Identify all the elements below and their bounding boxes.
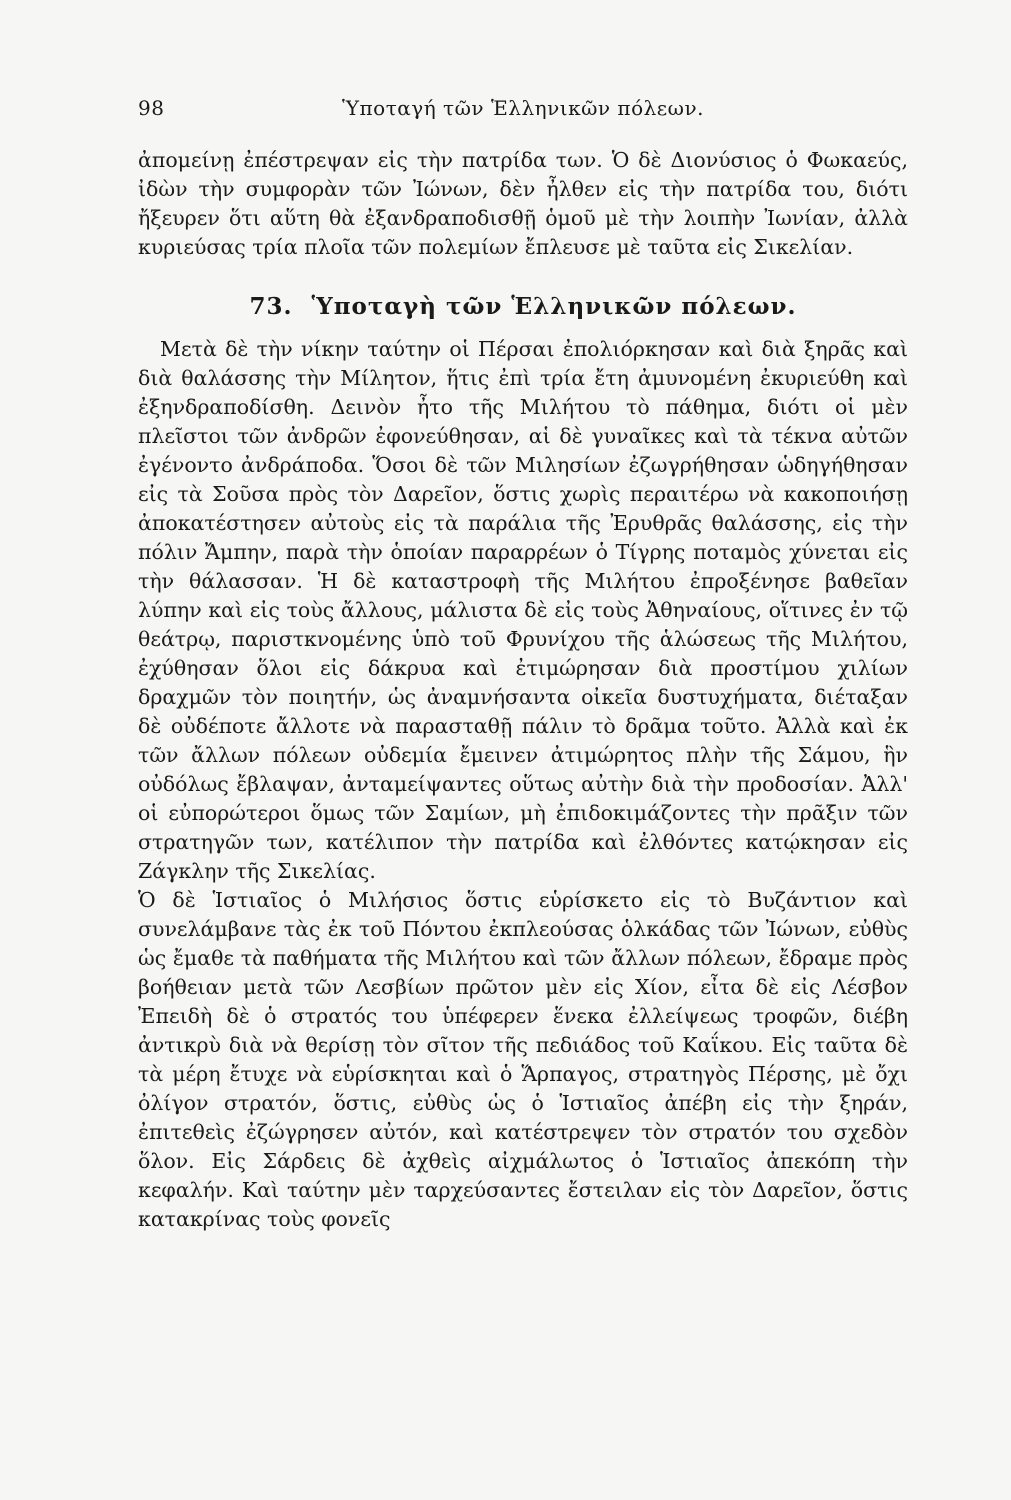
paragraph: Ὁ δὲ Ἱστιαῖος ὁ Μιλήσιος ὅστις εὑρίσκετο εἰς τὸ Βυζάντιον καὶ συνελάμβανε τὰς ἐκ τοῦ Πόντου ἐκπλεούσας ὁλκάδας τῶν Ἰώνων, εὐθὺς ὡς ἔμαθε τὰ παθήματα τῆς Μιλήτου καὶ τῶν ἄλλων πόλεων, ἔδραμε πρὸς βοήθειαν μετὰ τῶν Λεσβίων πρῶτον μὲν εἰς Χίον, εἶτα δὲ εἰς Λέσβον Ἐπειδὴ δὲ ὁ στρατός του ὑπέφερεν ἕνεκα ἐλλείψεως τροφῶν, διέβη ἀντικρὺ διὰ νὰ θερίσῃ τὸν σῖτον τῆς πεδιάδος τοῦ Καΐκου. Εἰς ταῦτα δὲ τὰ μέρη ἔτυχε νὰ εὑρίσκηται καὶ ὁ Ἅρπαγος, στρατηγὸς Πέρσης, μὲ ὄχι ὀλίγον στρατόν, ὅστις, εὐθὺς ὡς ὁ Ἱστιαῖος ἀπέβη εἰς τὴν ξηράν, ἐπιτεθεὶς ἐζώγρησεν αὐτόν, καὶ κατέστρεψεν τὸν στρατόν του σχεδὸν ὅλον. Εἰς Σάρδεις δὲ ἀχθεὶς αἰχμάλωτος ὁ Ἱστιαῖος ἀπεκόπη τὴν κεφαλήν. Καὶ ταύτην μὲν ταρχεύσαντες ἔστειλαν εἰς τὸν Δαρεῖον, ὅστις κατακρίνας τοὺς φονεῖς	[138, 888, 908, 1231]
section-number: 73.	[249, 293, 293, 320]
section-heading	[138, 292, 908, 321]
paragraph: Μετὰ δὲ τὴν νίκην ταύτην οἱ Πέρσαι ἐπολιόρκησαν καὶ διὰ ξηρᾶς καὶ διὰ θαλάσσης τὴν Μίλητον, ἥτις ἐπὶ τρία ἔτη ἀμυνομένη ἐκυριεύθη καὶ ἐξηνδραποδίσθη. Δεινὸν ἦτο τῆς Μιλήτου τὸ πάθημα, διότι οἱ μὲν πλεῖστοι τῶν ἀνδρῶν ἐφονεύθησαν, αἱ δὲ γυναῖκες καὶ τὰ τέκνα αὐτῶν ἐγένοντο ἀνδράποδα. Ὅσοι δὲ τῶν Μιλησίων ἐζωγρήθησαν ὡδηγήθησαν εἰς τὰ Σοῦσα πρὸς τὸν Δαρεῖον, ὅστις χωρὶς περαιτέρω νὰ κακοποιήσῃ ἀποκατέστησεν αὐτοὺς εἰς τὰ παράλια τῆς Ἐρυθρᾶς θαλάσσης, εἰς τὴν πόλιν Ἄμπην, παρὰ τὴν ὁποίαν παραρρέων ὁ Τίγρης ποταμὸς χύνεται εἰς τὴν θάλασσαν. Ἡ δὲ καταστροφὴ τῆς Μιλήτου ἐπροξένησε βαθεῖαν λύπην καὶ εἰς τοὺς ἄλλους, μάλιστα δὲ εἰς τοὺς Ἀθηναίους, οἵτινες ἐν τῷ θεάτρῳ, παριστκνομένης ὑπὸ τοῦ Φρυνίχου τῆς ἁλώσεως τῆς Μιλήτου, ἐχύθησαν ὅλοι εἰς δάκρυα καὶ ἐτιμώρησαν διὰ προστίμου χιλίων δραχμῶν τὸν ποιητήν, ὡς ἀναμνήσαντα οἰκεῖα δυστυχήματα, διέταξαν δὲ οὐδέποτε ἄλλοτε νὰ παρασταθῇ πάλιν τὸ δρᾶμα τοῦτο. Ἀλλὰ καὶ ἐκ τῶν ἄλλων πόλεων οὐδεμία ἔμεινεν ἀτιμώρητος πλὴν τῆς Σάμου, ἣν οὐδόλως ἔβλαψαν, ἀνταμείψαντες οὕτως αὐτὴν διὰ τὴν προδοσίαν. Ἀλλ' οἱ εὐπορώτεροι ὅμως τῶν Σαμίων, μὴ ἐπιδοκιμάζοντες τὴν πρᾶξιν τῶν στρατηγῶν των, κατέλιπον τὴν πατρίδα καὶ ἐλθόντες κατῴκησαν εἰς Ζάγκλην τῆς Σικελίας.	[138, 337, 908, 883]
page-number: 98	[138, 96, 165, 120]
book-page	[138, 96, 908, 1234]
running-title: Ὑποταγή τῶν Ἑλληνικῶν πόλεων.	[342, 96, 704, 120]
paragraph: ἀπομείνῃ ἐπέστρεψαν εἰς τὴν πατρίδα των. Ὁ δὲ Διονύσιος ὁ Φωκαεύς, ἰδὼν τὴν συμφορὰν τῶν Ἰώνων, δὲν ἦλθεν εἰς τὴν πατρίδα του, διότι ἤξευρεν ὅτι αὕτη θὰ ἐξανδραποδισθῇ ὁμοῦ μὲ τὴν λοιπὴν Ἰωνίαν, ἀλλὰ κυριεύσας τρία πλοῖα τῶν πολεμίων ἔπλευσε μὲ ταῦτα εἰς Σικελίαν.	[138, 148, 908, 259]
body-text	[138, 146, 908, 1234]
running-head	[138, 96, 908, 126]
section-title: Ὑποταγὴ τῶν Ἑλληνικῶν πόλεων.	[311, 293, 797, 320]
